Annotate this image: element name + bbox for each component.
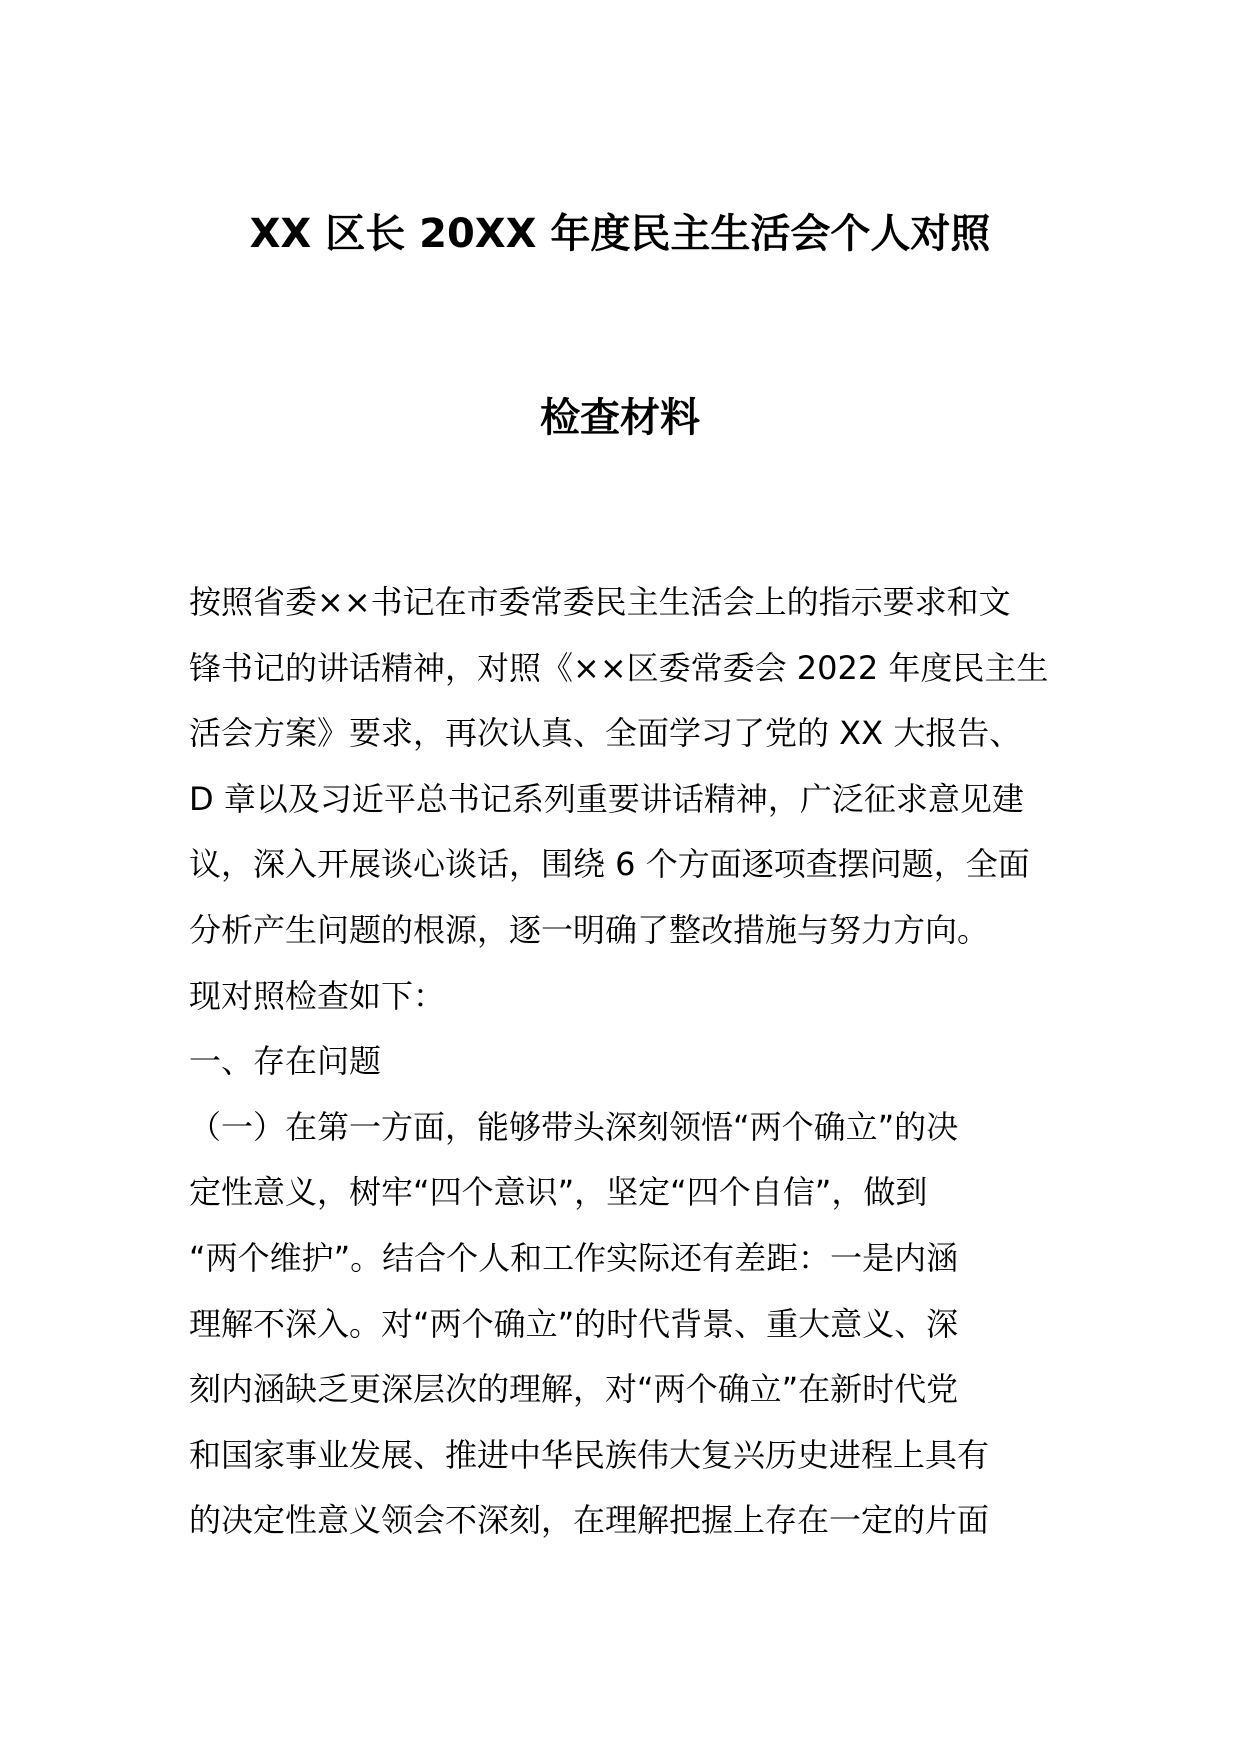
document-title-line-1: XX 区长 20XX 年度民主生活会个人对照	[249, 211, 991, 257]
body-line: 活会方案》要求，再次认真、全面学习了党的 XX 大报告、	[189, 714, 1022, 753]
body-line: 理解不深入。对“两个确立”的时代背景、重大意义、深	[189, 1304, 959, 1343]
body-line: D 章以及习近平总书记系列重要讲话精神，广泛征求意见建	[189, 779, 1024, 818]
body-line: 分析产生问题的根源，逐一明确了整改措施与努力方向。	[189, 910, 990, 949]
body-line: 的决定性意义领会不深刻，在理解把握上存在一定的片面	[189, 1501, 990, 1540]
body-line: 议，深入开展谈心谈话，围绕 6 个方面逐项查摆问题，全面	[189, 845, 1030, 884]
body-line: 定性意义，树牢“四个意识”，坚定“四个自信”，做到	[189, 1173, 928, 1212]
body-line: 和国家事业发展、推进中华民族伟大复兴历史进程上具有	[189, 1435, 990, 1474]
body-line: 现对照检查如下：	[189, 976, 446, 1015]
body-line: （一）在第一方面，能够带头深刻领悟“两个确立”的决	[189, 1107, 959, 1146]
document-body	[189, 570, 1059, 1554]
body-line: “两个维护”。结合个人和工作实际还有差距：一是内涵	[189, 1238, 959, 1277]
body-line: 按照省委××书记在市委常委民主生活会上的指示要求和文	[189, 583, 1011, 621]
document-title-line-2: 检查材料	[540, 395, 700, 441]
body-line: 锋书记的讲话精神，对照《××区委常委会 2022 年度民主生	[189, 648, 1049, 687]
section-heading: 一、存在问题	[189, 1042, 382, 1081]
body-line: 刻内涵缺乏更深层次的理解，对“两个确立”在新时代党	[189, 1370, 959, 1409]
